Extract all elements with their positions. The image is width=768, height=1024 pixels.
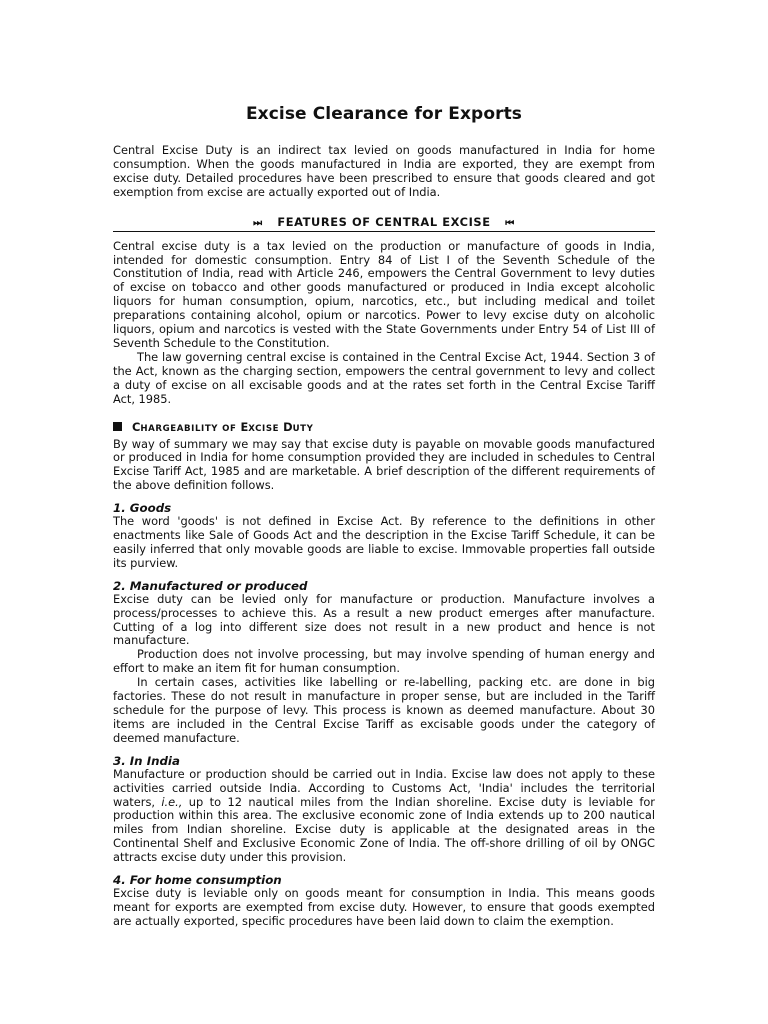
manufactured-paragraph-1: Excise duty can be levied only for manufacture or production. Manufacture involves a process/processes to achieve this. As a result a new product emerges after manufacture. Cutting of a log into different size does not result in a new product and hence is not manufacture.	[113, 591, 655, 648]
india-text-a: Manufacture or production should be carried out in India. Excise law does not apply to these activities carried outside India. According to Customs Act, 'India' includes the territorial waters,	[113, 766, 655, 809]
india-text-ie: i.e.,	[161, 794, 183, 809]
chargeability-heading	[113, 420, 655, 434]
heading-letter: D	[283, 419, 293, 434]
manufactured-heading: 2. Manufactured or produced	[113, 578, 308, 593]
heading-word: UTY	[292, 423, 314, 434]
intro-paragraph: Central Excise Duty is an indirect tax levied on goods manufactured in India for home consumption. When the goods manufactured in India are exported, they are exempt from excise duty. Detailed procedures have been prescribed to ensure that goods cleared and got exemption from excise are actually exported out of India.	[113, 143, 655, 199]
features-heading-text: FEATURES OF CENTRAL EXCISE	[277, 214, 491, 229]
chargeability-heading-text	[132, 420, 313, 434]
features-paragraph-1: Central excise duty is a tax levied on the production or manufacture of goods in India, intended for domestic consumption. Entry 84 of List I of the Seventh Schedule of the Constitution of India, read with Article 246, empowers the Central Government to levy duties of excise on tobacco and other goods manufactured or produced in India except alcoholic liquors for human consumption, opium, narcotics, etc., but including medical and toilet preparations containing alcohol, opium or narcotics. Power to levy excise duty on alcoholic liquors, opium and narcotics is vested with the State Governments under Entry 54 of List III of Seventh Schedule to the Constitution.	[113, 238, 655, 350]
heading-word: HARGEABILITY	[140, 423, 219, 434]
features-paragraph-2: The law governing central excise is contained in the Central Excise Act, 1944. Section 3 of the Act, known as the charging section, empowers the central government to levy and collect a duty of excise on all excisable goods and at the rates set forth in the Central Excise Tariff Act, 1985.	[113, 349, 655, 406]
india-text-b: up to 12 nautical miles from the Indian shoreline. Excise duty is leviable for production within this area. The exclusive economic zone of India extends up to 200 nautical miles from Indian shoreline. Excise duty is applicable at the designated areas in the Continental Shelf and Exclusive Economic Zone of India. The off-shore drilling of oil by ONGC attracts excise duty under this provision.	[113, 794, 655, 865]
heading-word: XCISE	[248, 423, 280, 434]
india-paragraph	[113, 768, 655, 865]
home-consumption-paragraph: Excise duty is leviable only on goods meant for consumption in India. This means goods meant for exports are exempted from excise duty. However, to ensure that goods exempted are actually exported, specific procedures have been laid down to claim the exemption.	[113, 886, 655, 928]
goods-heading: 1. Goods	[113, 501, 172, 516]
skip-back-icon: ⏮	[505, 217, 515, 229]
goods-paragraph: The word 'goods' is not defined in Excise Act. By reference to the definitions in other enactments like Sale of Goods Act and the description in the Excise Tariff Schedule, it can be easily inferred that only movable goods are liable to excise. Immovable properties fall outside its purview.	[113, 514, 655, 570]
heading-word: OF	[222, 423, 237, 434]
india-heading: 3. In India	[113, 753, 180, 768]
manufactured-paragraph-3: In certain cases, activities like labelling or re-labelling, packing etc. are done in big factories. These do not result in manufacture in proper sense, but are included in the Tariff schedule for the purpose of levy. This process is known as deemed manufacture. About 30 items are included in the Central Excise Tariff as excisable goods under the category of deemed manufacture.	[113, 675, 655, 745]
manufactured-paragraph-2: Production does not involve processing, but may involve spending of human energy and effort to make an item fit for human consumption.	[113, 647, 655, 676]
heading-letter: E	[240, 419, 249, 434]
heading-letter: C	[132, 419, 141, 434]
chargeability-paragraph: By way of summary we may say that excise duty is payable on movable goods manufactured or produced in India for home consumption provided they are included in schedules to Central Excise Tariff Act, 1985 and are marketable. A brief description of the different requirements of the above definition follows.	[113, 436, 655, 493]
skip-forward-icon: ⏭	[253, 217, 263, 229]
features-heading	[113, 215, 655, 232]
home-consumption-heading: 4. For home consumption	[113, 873, 282, 888]
square-bullet-icon	[113, 422, 122, 431]
page-title: Excise Clearance for Exports	[245, 104, 523, 124]
